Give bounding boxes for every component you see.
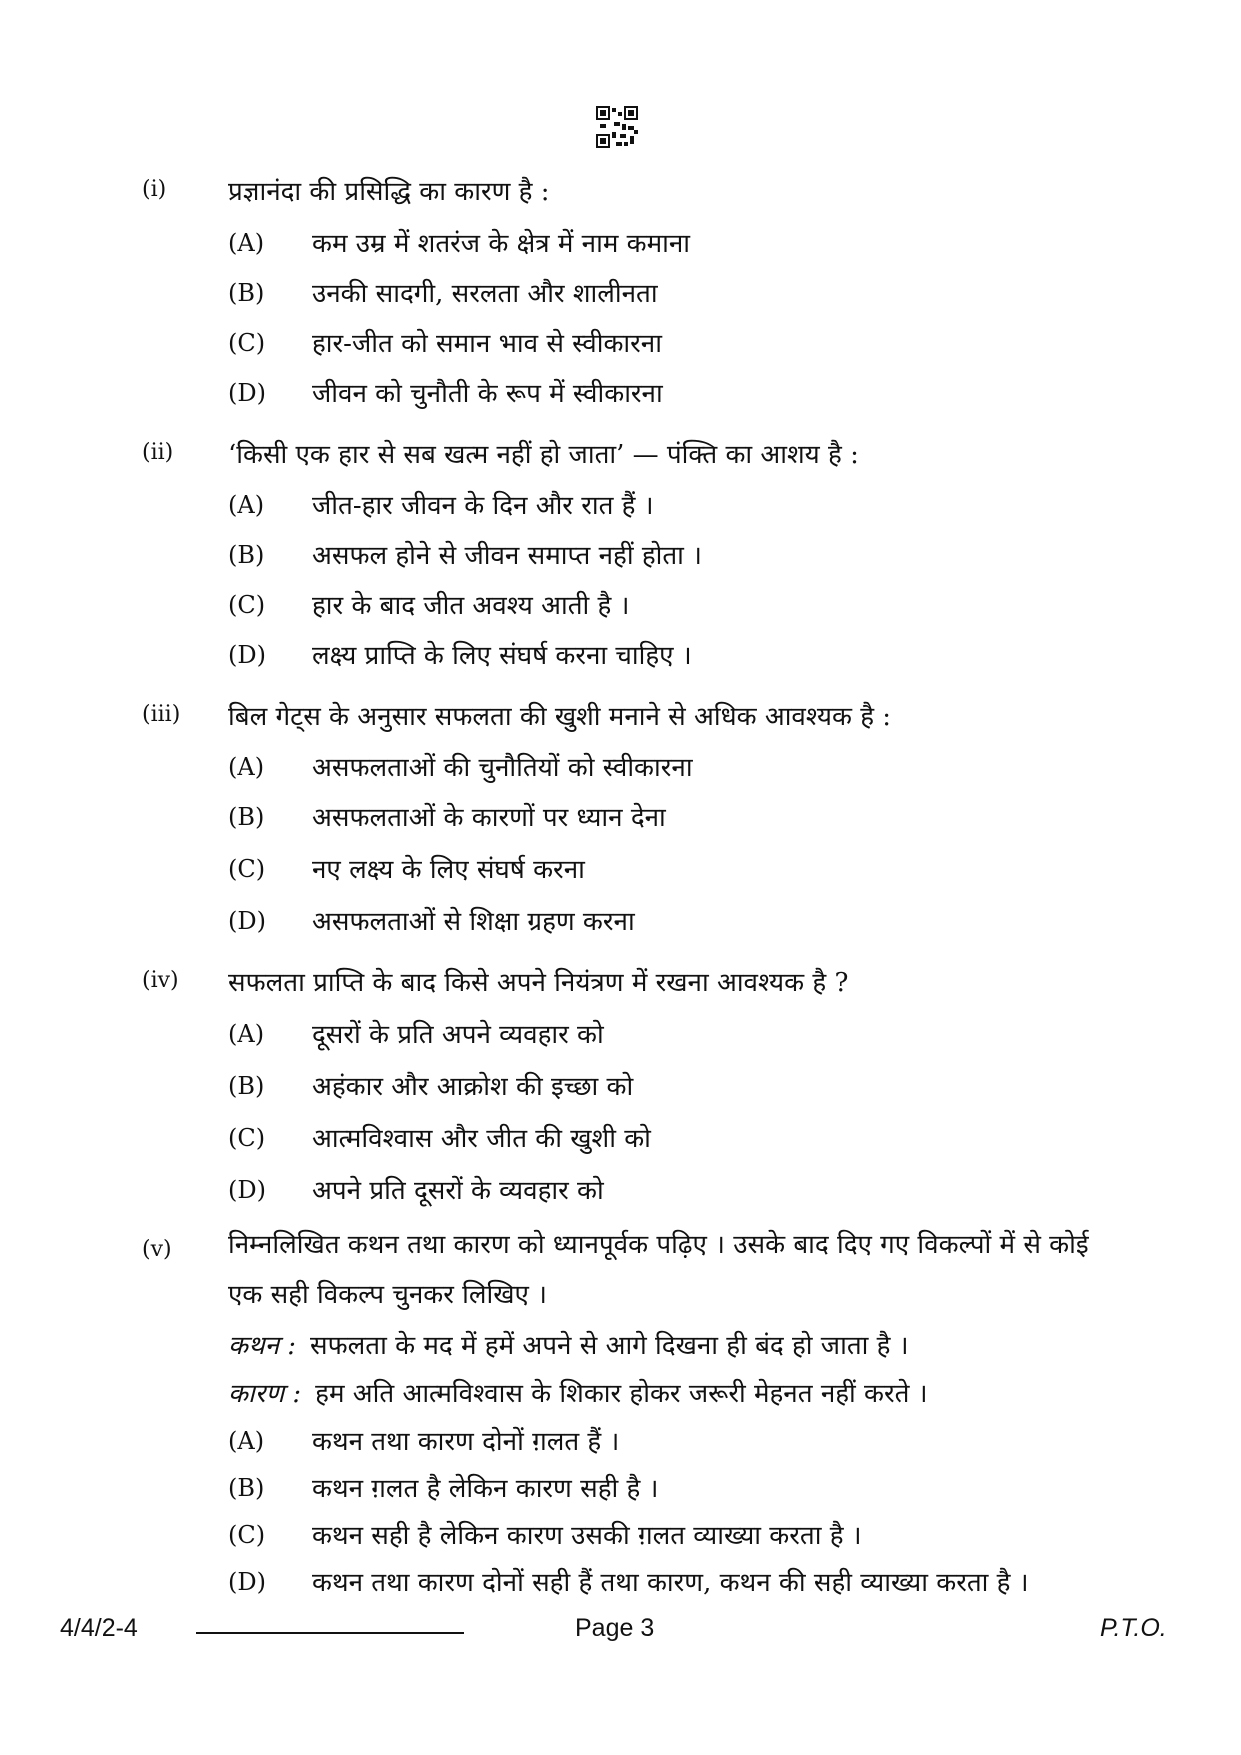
option-letter: (C) <box>228 1124 266 1152</box>
option-letter: (A) <box>228 229 265 257</box>
option-text: असफलताओं के कारणों पर ध्यान देना <box>312 803 666 833</box>
please-turn-over: P.T.O. <box>1100 1614 1167 1642</box>
question-text: प्रज्ञानंदा की प्रसिद्धि का कारण है : <box>228 177 550 207</box>
option-text: जीत-हार जीवन के दिन और रात हैं । <box>312 491 654 521</box>
option-text: हार-जीत को समान भाव से स्वीकारना <box>312 329 662 359</box>
option-letter: (B) <box>228 1474 265 1502</box>
option-text: असफलताओं से शिक्षा ग्रहण करना <box>312 907 635 937</box>
question-number: (i) <box>142 177 167 202</box>
question-number: (iii) <box>142 702 181 727</box>
option-text: आत्मविश्वास और जीत की खुशी को <box>312 1124 651 1154</box>
option-letter: (B) <box>228 279 265 307</box>
question-text: बिल गेट्स के अनुसार सफलता की खुशी मनाने से अधिक आवश्यक है : <box>228 702 892 732</box>
option-text: कथन सही है लेकिन कारण उसकी ग़लत व्याख्या करता है । <box>312 1521 862 1551</box>
option-letter: (D) <box>228 1568 266 1596</box>
reason-text: हम अति आत्मविश्वास के शिकार होकर जरूरी मेहनत नहीं करते । <box>315 1379 928 1409</box>
option-text: कथन ग़लत है लेकिन कारण सही है । <box>312 1474 659 1504</box>
option-letter: (D) <box>228 379 266 407</box>
option-letter: (A) <box>228 491 265 519</box>
option-letter: (B) <box>228 1072 265 1100</box>
option-letter: (C) <box>228 855 266 883</box>
option-text: लक्ष्य प्राप्ति के लिए संघर्ष करना चाहिए । <box>312 641 692 671</box>
option-text: हार के बाद जीत अवश्य आती है । <box>312 591 630 621</box>
question-number: (v) <box>142 1237 172 1262</box>
option-text: दूसरों के प्रति अपने व्यवहार को <box>312 1020 604 1050</box>
option-letter: (D) <box>228 641 266 669</box>
option-letter: (B) <box>228 541 265 569</box>
reason-label: कारण : <box>228 1379 302 1409</box>
question-number: (iv) <box>142 968 179 993</box>
option-letter: (D) <box>228 907 266 935</box>
option-letter: (B) <box>228 803 265 831</box>
question-text: ‘किसी एक हार से सब खत्म नहीं हो जाता’ — पंक्ति का आशय है : <box>228 440 859 470</box>
statement-text: सफलता के मद में हमें अपने से आगे दिखना ही बंद हो जाता है । <box>310 1331 909 1361</box>
option-letter: (C) <box>228 329 266 357</box>
option-text: उनकी सादगी, सरलता और शालीनता <box>312 279 658 309</box>
option-text: असफल होने से जीवन समाप्त नहीं होता । <box>312 541 703 571</box>
reason-line <box>228 1374 928 1410</box>
option-letter: (A) <box>228 1427 265 1455</box>
question-text: निम्नलिखित कथन तथा कारण को ध्यानपूर्वक पढ़िए । उसके बाद दिए गए विकल्पों में से कोई एक सही विकल्प चुनकर लिखिए । <box>228 1230 1089 1310</box>
option-text: अपने प्रति दूसरों के व्यवहार को <box>312 1176 604 1206</box>
option-text: असफलताओं की चुनौतियों को स्वीकारना <box>312 753 693 783</box>
option-text: कथन तथा कारण दोनों सही हैं तथा कारण, कथन की सही व्याख्या करता है । <box>312 1568 1029 1598</box>
option-letter: (A) <box>228 1020 265 1048</box>
page-number: Page 3 <box>575 1614 655 1642</box>
question-text: सफलता प्राप्ति के बाद किसे अपने नियंत्रण में रखना आवश्यक है ? <box>228 968 849 998</box>
option-text: अहंकार और आक्रोश की इच्छा को <box>312 1072 634 1102</box>
option-letter: (D) <box>228 1176 266 1204</box>
option-text: नए लक्ष्य के लिए संघर्ष करना <box>312 855 585 885</box>
option-letter: (C) <box>228 1521 266 1549</box>
option-letter: (C) <box>228 591 266 619</box>
statement-line <box>228 1326 909 1362</box>
qr-code-icon <box>596 106 638 148</box>
question-number: (ii) <box>142 440 174 465</box>
option-text: जीवन को चुनौती के रूप में स्वीकारना <box>312 379 663 409</box>
option-text: कथन तथा कारण दोनों ग़लत हैं । <box>312 1427 620 1457</box>
statement-label: कथन : <box>228 1331 297 1361</box>
option-text: कम उम्र में शतरंज के क्षेत्र में नाम कमाना <box>312 229 691 259</box>
footer-divider <box>196 1632 464 1634</box>
option-letter: (A) <box>228 753 265 781</box>
paper-code: 4/4/2-4 <box>60 1614 138 1642</box>
